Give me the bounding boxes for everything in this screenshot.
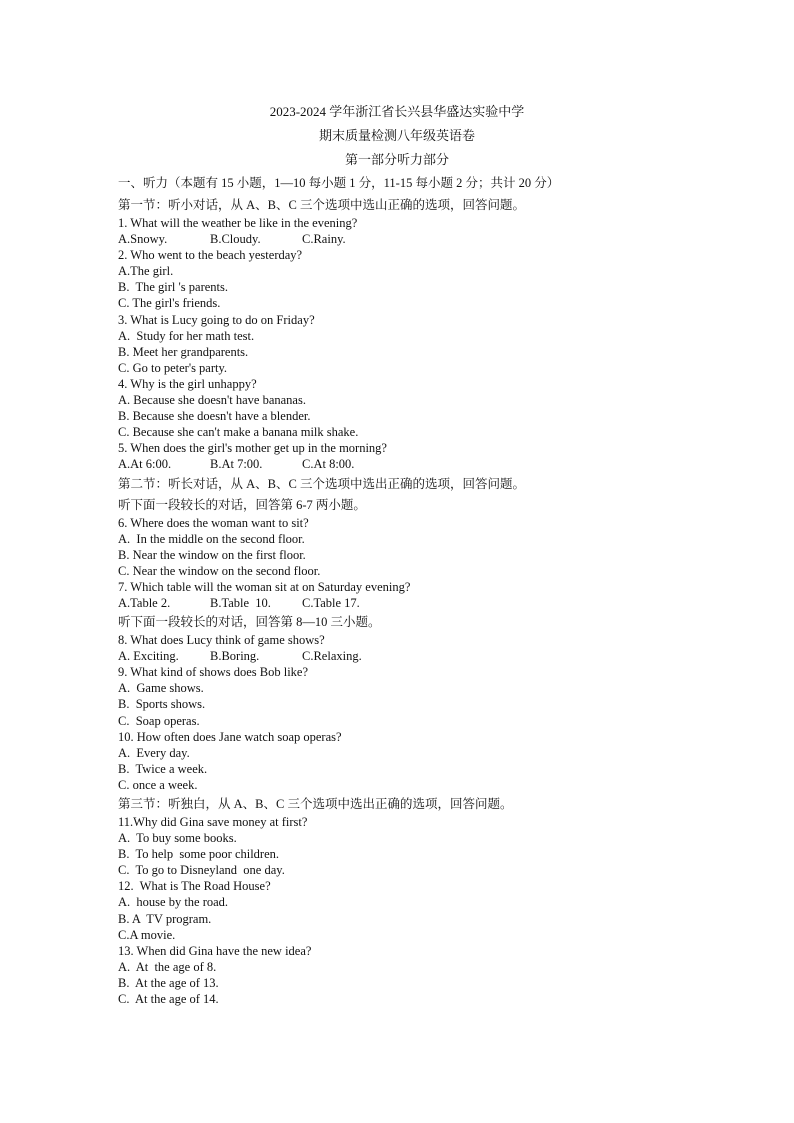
question-2: 2. Who went to the beach yesterday? xyxy=(118,248,303,263)
option-c: C. once a week. xyxy=(118,777,198,792)
exam-header xyxy=(0,100,794,172)
option-a: A.Snowy. xyxy=(118,232,168,247)
option-a: A.Table 2. xyxy=(118,595,171,610)
question-5: 5. When does the girl's mother get up in the morning? xyxy=(118,441,387,456)
option-c: C. Go to peter's party. xyxy=(118,360,228,375)
option-c: C. Soap operas. xyxy=(118,713,200,728)
option-b: B. At the age of 13. xyxy=(118,975,219,990)
option-c: C. Because she can't make a banana milk shake. xyxy=(118,425,359,440)
option-b: B.Table 10. xyxy=(210,595,271,610)
options-row-1 xyxy=(118,231,738,247)
option-b: B.At 7:00. xyxy=(210,457,263,472)
option-c: C.Rainy. xyxy=(302,232,346,247)
question-6: 6. Where does the woman want to sit? xyxy=(118,515,309,530)
option-b: B. The girl 's parents. xyxy=(118,280,228,295)
section-subheading: 听下面一段较长的对话，回答第 6-7 两小题。 xyxy=(118,497,366,512)
option-b: B. Because she doesn't have a blender. xyxy=(118,409,311,424)
option-a: A.At 6:00. xyxy=(118,457,172,472)
options-row-5 xyxy=(118,456,738,472)
question-13: 13. When did Gina have the new idea? xyxy=(118,943,312,958)
question-11: 11.Why did Gina save money at first? xyxy=(118,815,308,829)
option-c: C.At 8:00. xyxy=(302,457,355,472)
option-a: A. house by the road. xyxy=(118,895,229,910)
option-b: B. Meet her grandparents. xyxy=(118,344,249,359)
option-a: A. In the middle on the second floor. xyxy=(118,531,305,546)
section-heading-2: 第二节：听长对话，从 A、B、C 三个选项中选出正确的选项，回答问题。 xyxy=(118,476,525,491)
question-7: 7. Which table will the woman sit at on Saturday evening? xyxy=(118,579,411,594)
option-c: C. The girl's friends. xyxy=(118,296,221,311)
option-b: B.Cloudy. xyxy=(210,232,261,247)
options-row-8 xyxy=(118,648,738,664)
question-12: 12. What is The Road House? xyxy=(118,879,271,894)
option-b: B. Twice a week. xyxy=(118,761,208,776)
option-c: C.A movie. xyxy=(118,927,176,942)
option-c: C.Relaxing. xyxy=(302,649,362,664)
option-a: A. Exciting. xyxy=(118,649,179,664)
exam-content xyxy=(118,172,738,1007)
option-b: B. Near the window on the first floor. xyxy=(118,547,306,562)
options-row-7 xyxy=(118,595,738,611)
option-b: B.Boring. xyxy=(210,649,260,664)
school-title: 2023-2024 学年浙江省长兴县华盛达实验中学 xyxy=(269,104,525,119)
question-3: 3. What is Lucy going to do on Friday? xyxy=(118,312,315,327)
part-title: 第一部分听力部分 xyxy=(344,152,449,167)
option-b: B. To help some poor children. xyxy=(118,847,280,862)
option-c: C. To go to Disneyland one day. xyxy=(118,863,285,878)
question-1: 1. What will the weather be like in the evening? xyxy=(118,216,358,230)
option-c: C. At the age of 14. xyxy=(118,992,219,1007)
exam-title: 期末质量检测八年级英语卷 xyxy=(318,128,475,143)
option-a: A. Game shows. xyxy=(118,681,204,696)
option-a: A.The girl. xyxy=(118,264,174,279)
option-b: B. A TV program. xyxy=(118,911,212,926)
option-a: A. To buy some books. xyxy=(118,831,237,846)
question-10: 10. How often does Jane watch soap operas? xyxy=(118,729,342,744)
question-9: 9. What kind of shows does Bob like? xyxy=(118,665,309,680)
section-intro: 一、听力（本题有 15 小题，1—10 每小题 1 分，11-15 每小题 2 分；共计 20 分） xyxy=(118,176,560,190)
option-a: A. At the age of 8. xyxy=(118,959,217,974)
option-a: A. Every day. xyxy=(118,745,190,760)
option-c: C.Table 17. xyxy=(302,595,360,610)
option-c: C. Near the window on the second floor. xyxy=(118,563,321,578)
section-subheading: 听下面一段较长的对话，回答第 8—10 三小题。 xyxy=(118,615,381,630)
option-a: A. Because she doesn't have bananas. xyxy=(118,393,306,408)
option-a: A. Study for her math test. xyxy=(118,328,255,343)
question-4: 4. Why is the girl unhappy? xyxy=(118,376,257,391)
question-8: 8. What does Lucy think of game shows? xyxy=(118,633,325,648)
option-b: B. Sports shows. xyxy=(118,697,206,712)
section-heading-3: 第三节：听独白，从 A、B、C 三个选项中选出正确的选项，回答问题。 xyxy=(118,797,513,811)
section-heading-1: 第一节：听小对话，从 A、B、C 三个选项中选山正确的选项，回答问题。 xyxy=(118,198,525,212)
